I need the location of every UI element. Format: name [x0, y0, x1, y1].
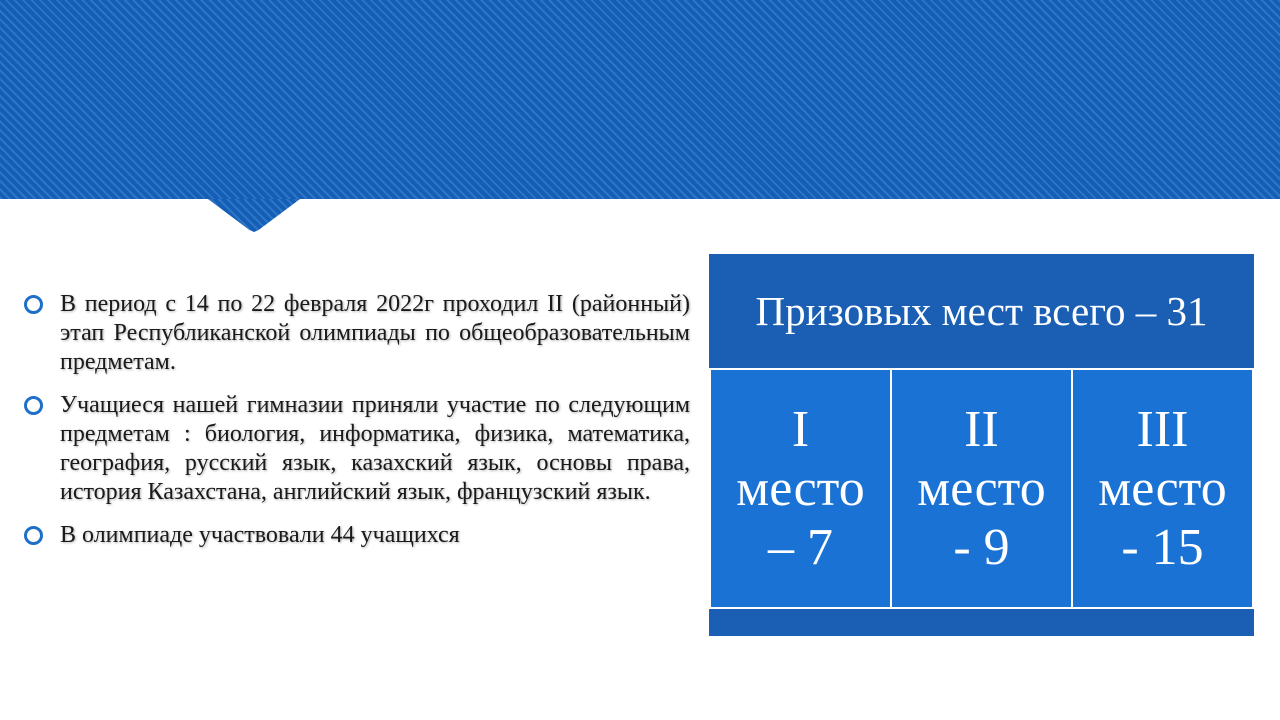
prize-cell-second-place: [892, 370, 1073, 607]
place-word: место: [736, 460, 865, 517]
bullet-text: Учащиеся нашей гимназии приняли участие по следующим предметам : биология, информатика, физика, математика, география, русский язык, казахский язык, основы права, история Казахстана, английский язык, французский язык.: [60, 392, 690, 505]
prize-table: [709, 254, 1254, 636]
bullet-text: В период с 14 по 22 февраля 2022г проходил II (районный) этап Республиканской олимпиады по общеобразовательным предметам.: [60, 291, 690, 375]
bullet-list: [24, 290, 690, 564]
bullet-item: [24, 391, 690, 507]
place-number: II: [964, 401, 999, 458]
place-word: место: [917, 460, 1046, 517]
prize-table-row: [709, 368, 1254, 609]
prize-table-footer: [709, 609, 1254, 636]
top-banner: [0, 0, 1280, 199]
place-word: место: [1098, 460, 1227, 517]
place-count: - 15: [1121, 519, 1204, 576]
bullet-text: В олимпиаде участвовали 44 учащихся: [60, 522, 460, 548]
prize-cell-first-place: [709, 370, 892, 607]
place-count: - 9: [953, 519, 1010, 576]
bullet-item: [24, 290, 690, 377]
bullet-item: [24, 521, 690, 550]
bullet-circle-icon: [24, 526, 43, 545]
place-count: – 7: [768, 519, 833, 576]
prize-table-header: Призовых мест всего – 31: [709, 254, 1254, 368]
place-number: III: [1136, 401, 1189, 458]
place-number: I: [791, 401, 810, 458]
banner-notch: [208, 199, 300, 232]
bullet-circle-icon: [24, 396, 43, 415]
prize-cell-third-place: [1073, 370, 1254, 607]
bullet-circle-icon: [24, 295, 43, 314]
